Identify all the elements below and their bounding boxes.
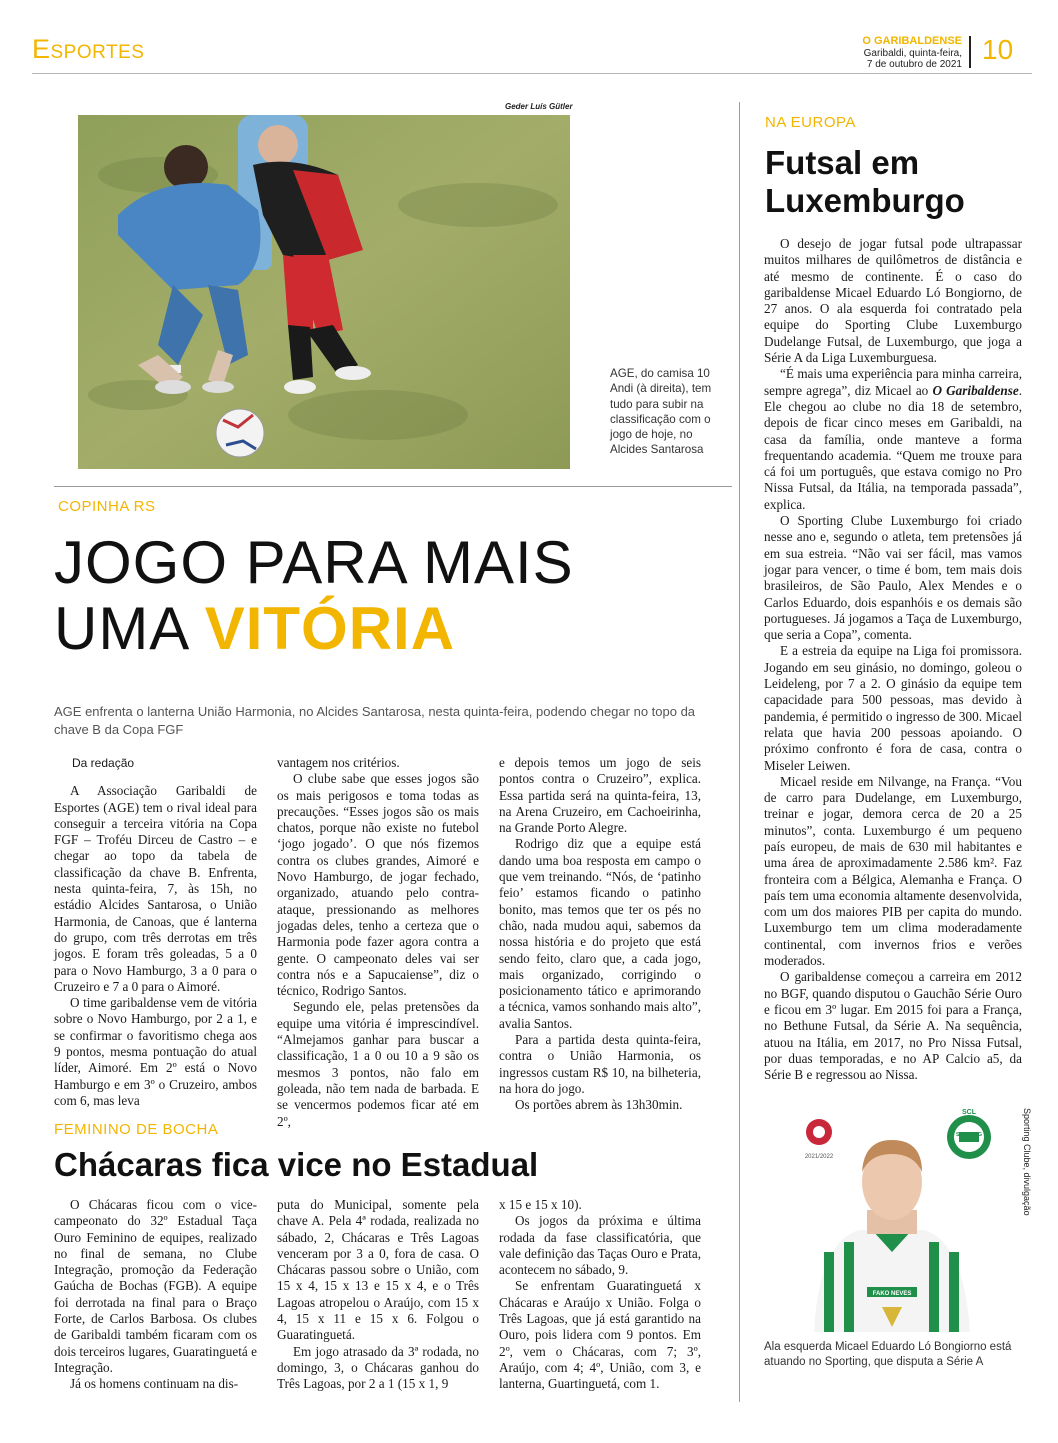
page-number-divider bbox=[969, 36, 971, 68]
paper-date bbox=[864, 48, 962, 70]
side-photo-credit: Sporting Clube, divulgação bbox=[1022, 1108, 1032, 1216]
paragraph: Para a partida desta quinta-feira, contra o União Harmonia, os ingressos custam R$ 10, na bilheteria, na hora do jogo. bbox=[499, 1032, 701, 1096]
main-col-2 bbox=[277, 755, 479, 1130]
paper-name: O GARIBALDENSE bbox=[862, 35, 962, 47]
paragraph: vantagem nos critérios. bbox=[277, 755, 400, 770]
paragraph: A Associação Garibaldi de Esportes (AGE) tem o rival ideal para conseguir a terceira vitória na Copa FGF – Troféu Dirceu de Castro – e chegar ao topo da tabela de classificação da chave B. Enfrenta, nesta quinta-feira, 7, às 15h, no estádio Alcides Santarosa, o União Harmonia, de Canoas, que é lanterna do grupo, com três derrotas em três jogos. E foram três goleadas, 5 a 0 para o Novo Hamburgo, 3 a 0 para o Cruzeiro e 7 a 0 para o Aimoré. bbox=[54, 783, 257, 994]
photo-rule bbox=[54, 486, 732, 487]
side-column-rule bbox=[739, 102, 740, 1402]
main-headline bbox=[54, 530, 734, 662]
date-line-2: 7 de outubro de 2021 bbox=[866, 59, 962, 70]
paragraph: O Sporting Clube Luxemburgo foi criado nesse ano e, segundo o atleta, tem pretensões já em sua estreia. “Não vai ser fácil, mas vamos jogar para vencer, o time é bom, tem mais dois brasileiros, de São Paulo, Alex Mendes e o Carlos Eduardo, dois espanhóis e os demais são portugueses. Já jogamos a Taça de Luxemburgo, que seria a Copa”, comenta. bbox=[764, 513, 1022, 643]
badge-year: 2021/2022 bbox=[804, 1154, 834, 1160]
paragraph: Segundo ele, pelas pretensões da equipe uma vitória é imprescindível. “Almejamos ganhar para buscar a classificação, 1 a 0 ou 10 a 9 são os mesmos 3 pontos, não falo em goleada, não tem nada de barbada. E se vencermos podemos ficar até em 2º, bbox=[277, 999, 479, 1129]
paragraph: O garibaldense começou a carreira em 2012 no BGF, quando disputou o Gauchão Série Ouro e ficou em 3º lugar. Em 2015 foi para a França, no Bethune Futsal, da Série A. Na sequência, atuou na Itália, em 2017, no Pro Nissa Futsal, por duas temporadas, e no AP Calcio a5, da Série B e regressou ao Nissa. bbox=[764, 969, 1022, 1083]
section-title: Esportes bbox=[32, 34, 145, 64]
paragraph: O desejo de jogar futsal pode ultrapassar muitos milhares de quilômetros de distância e até mesmo de continente. É o caso do garibaldense Micael Eduardo Ló Bongiorno, de 27 anos. O ala esquerda foi contratado pela equipe do Sporting Clube Luxemburgo Dudelange Futsal, de Luxemburgo, que joga a Série A da Liga Luxemburguesa. bbox=[764, 236, 1022, 366]
paper-name-inline: O Garibaldense bbox=[932, 382, 1019, 398]
paragraph: Rodrigo diz que a equipe está dando uma boa resposta em campo o que vem treinando. “Nós, de ‘patinho feio’ estamos ficando o patinho bonito, mas temos que ter os pés no chão, nada mudou aqui, sabemos da nossa história e do projeto que está sendo feito, claro que, a cada jogo, mais organizado, corrigindo o posicionamento tático e aprimorando a técnica, vamos sonhando mais alto”, avalia Santos. bbox=[499, 836, 701, 1031]
paragraph-part: “É mais uma experiência para minha carreira, sempre agrega”, diz Micael ao bbox=[764, 366, 1022, 398]
paragraph: Em jogo atrasado da 3ª rodada, no domingo, 3, o Chácaras ganhou do Três Lagoas, por 2 a 1 (15 x 1, 9 bbox=[277, 1343, 479, 1392]
header-rule bbox=[32, 73, 1032, 74]
main-kicker: COPINHA RS bbox=[58, 498, 156, 515]
paragraph: Já os homens continuam na dis- bbox=[70, 1376, 239, 1392]
paragraph: O time garibaldense vem de vitória sobre o Novo Hamburgo, por 2 a 1, e se confirmar o favoritismo chega aos 9 pontos, mesma pontuação do atual líder, Aimoré. Em 2º está o Novo Hamburgo e em 3º o Cruzeiro, ambos com 6, mas leva bbox=[54, 995, 257, 1108]
bocha-col-1 bbox=[54, 1197, 257, 1393]
side-headline-line-2: Luxemburgo bbox=[765, 182, 965, 219]
page-number: 10 bbox=[982, 34, 1014, 65]
headline-line-2-text: UMA bbox=[54, 595, 205, 662]
side-photo-caption: Ala esquerda Micael Eduardo Ló Bongiorno está atuando no Sporting, que disputa a Série A bbox=[764, 1341, 1012, 1368]
headline-line-2 bbox=[54, 596, 734, 662]
paragraph-part: . Ele chegou ao clube no dia 18 de setembro, depois de ficar cinco meses em Garibaldi, na casa da família, onde manteve a forma frequentando academia. “Quem me trouxe para cá foi um português, que estava comigo no Pro Nissa Futsal, da Itália, na temporada passada”, explica. bbox=[764, 382, 1022, 512]
paragraph bbox=[764, 366, 1022, 513]
date-line-1: Garibaldi, quinta-feira, bbox=[863, 48, 962, 59]
bocha-headline: Chácaras fica vice no Estadual bbox=[54, 1146, 539, 1183]
paragraph: Os portões abrem às 13h30min. bbox=[515, 1097, 683, 1113]
club-name: SPORTING bbox=[955, 1132, 983, 1138]
main-deck: AGE enfrenta o lanterna União Harmonia, no Alcides Santarosa, nesta quinta-feira, podendo chegar no topo da chave B da Copa FGF bbox=[54, 704, 696, 737]
bocha-col-2 bbox=[277, 1197, 479, 1393]
headline-highlight: VITÓRIA bbox=[204, 595, 456, 662]
paragraph: Se enfrentam Guaratinguetá x Chácaras e Araújo x União. Folga o Três Lagoas, que já está garantido na Ouro, pois lidera com 9 pontos. Em 2º, vem o Chácaras, com 7; 3º, Araújo, com 4; 4º, União, com 3, e lanterna, Guartinguetá, com 1. bbox=[499, 1278, 701, 1392]
football-ball bbox=[216, 409, 264, 457]
paragraph: O clube sabe que esses jogos são os mais perigosos e toma todas as precauções. “Esses jogos são os mais chatos, porque não existe no futebol ‘jogo jogado’. O que nós fizemos contra os clubes grandes, Aimoré e Novo Hamburgo, de jogar fechado, organizado, atuando pelo contra-ataque, pressionando as melhores jogadas deles, tenho a certeza que o Harmonia pode fazer agora contra a gente. O campeonato deles vai ser contra nós e a Sapucaiense”, diz o técnico, Rodrigo Santos. bbox=[277, 771, 479, 999]
main-col-1 bbox=[54, 755, 257, 1109]
shirt-sponsor: FAKO NEVES bbox=[872, 1291, 912, 1297]
main-photo bbox=[78, 115, 570, 469]
paragraph: O Chácaras ficou com o vice-campeonato do 32º Estadual Taça Ouro Feminino de equipes, realizado no final de semana, no Clube Integração, promoção da Federação Gaúcha de Bochas (FGB). A equipe foi derrotada na final para o Braço Forte, de Carlos Barbosa. Os clubes de Garibaldi também ficaram com os dois terceiros lugares, Guaratinguetá e Integração. bbox=[54, 1197, 257, 1375]
side-headline-line-1: Futsal em bbox=[765, 144, 920, 181]
side-body bbox=[764, 236, 1022, 1083]
side-headline bbox=[765, 144, 965, 220]
photo-caption: AGE, do camisa 10 Andi (à direita), tem tudo para subir na classificação com o jogo de hoje, no Alcides Santarosa bbox=[610, 367, 712, 457]
paragraph: e depois temos um jogo de seis pontos contra o Cruzeiro”, explica. Essa partida será na quinta-feira, 13, na Arena Cruzeiro, em Cachoeirinha, na Grande Porto Alegre. bbox=[499, 755, 701, 836]
photo-credit: Geder Luís Gütler bbox=[505, 102, 573, 111]
headline-line-1: JOGO PARA MAIS bbox=[54, 529, 574, 596]
player-photo-illustration bbox=[764, 1102, 1020, 1332]
club-initials: SCL bbox=[962, 1109, 976, 1116]
paragraph: x 15 e 15 x 10). bbox=[499, 1197, 582, 1212]
football-photo-illustration bbox=[78, 115, 570, 469]
main-col-3 bbox=[499, 755, 701, 1114]
paragraph: Os jogos da próxima e última rodada da fase classificatória, que vale definição das Taças Ouro e Prata, acontecem no sábado, 9. bbox=[499, 1213, 701, 1278]
league-badge-icon bbox=[806, 1119, 832, 1145]
player-figure bbox=[814, 1140, 970, 1332]
side-kicker: NA EUROPA bbox=[765, 114, 856, 131]
bocha-col-3 bbox=[499, 1197, 701, 1393]
paragraph: puta do Municipal, somente pela chave A. Pela 4ª rodada, realizada no sábado, 2, Chácaras e Três Lagoas venceram por 3 a 0, fora de casa. O Chácaras passou sobre o União, com 15 x 4, 15 x 13 e 15 x 4, e o Três Lagoas atropelou o Araújo, com 15 x 4, 15 x 11 e 15 x 6. Folgou o Guaratinguetá. bbox=[277, 1197, 479, 1343]
paragraph: E a estreia da equipe na Liga foi promissora. Jogando em seu ginásio, no domingo, goleou o Leideleng, por 7 a 2. O ginásio da equipe tem capacidade para 500 pessoas, mas devido à pandemia, é permitido o ingresso de 300. Micael relata que havia 200 pessoas apoiando. O próximo confronto é fora de casa, contra o Miseler Leiwen. bbox=[764, 643, 1022, 773]
side-photo bbox=[764, 1102, 1020, 1332]
byline: Da redação bbox=[72, 756, 135, 770]
paragraph: Micael reside em Nilvange, na França. “Vou de carro para Dudelange, em Luxemburgo, treinar e jogar, demora cerca de 20 a 25 minutos”, conta. Luxemburgo é um pequeno país europeu, de mais de 630 mil habitantes e uma área de aproximadamente 2.586 km². Faz fronteira com a Bélgica, Alemanha e França. O país tem uma economia altamente desenvolvida, com um dos maiores PIB per capita do mundo. Luxemburgo tem um clima moderadamente continental, com invernos frios e verões moderados. bbox=[764, 773, 1022, 969]
bocha-kicker: FEMININO DE BOCHA bbox=[54, 1121, 219, 1138]
